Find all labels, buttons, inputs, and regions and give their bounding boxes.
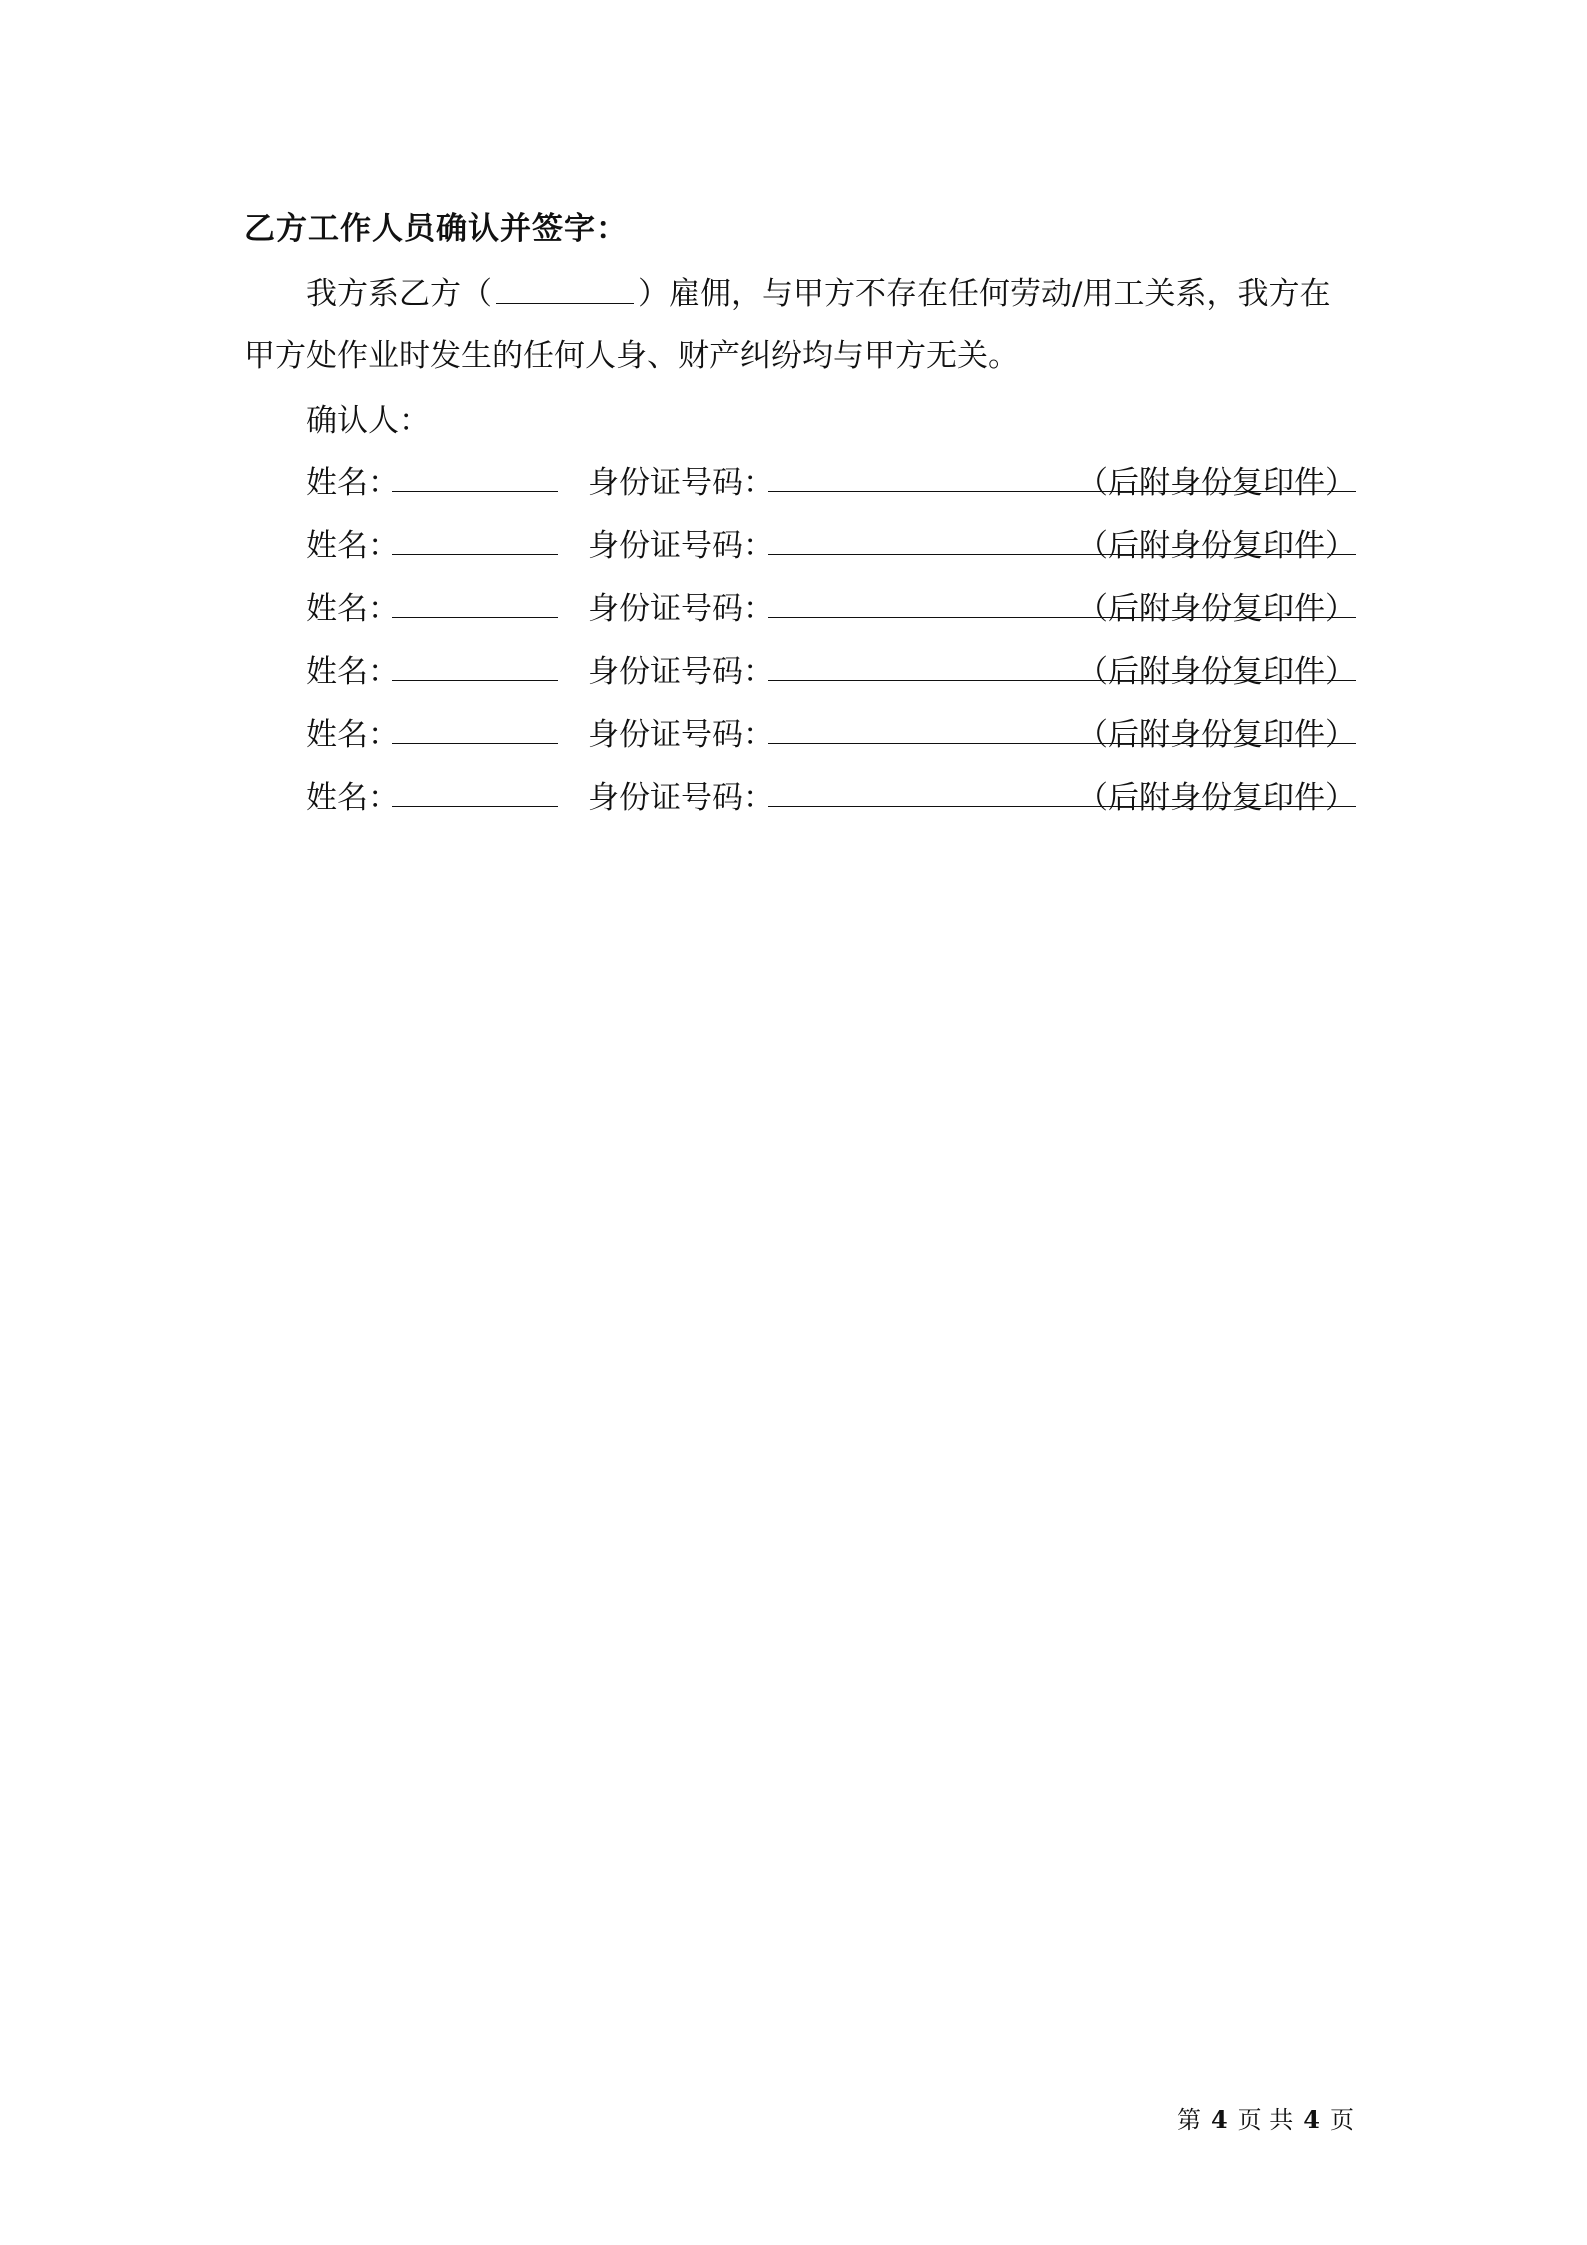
id-number-label: 身份证号码： bbox=[588, 528, 774, 564]
name-label: 姓名： bbox=[306, 654, 399, 690]
name-blank[interactable] bbox=[392, 554, 558, 555]
id-number-label: 身份证号码： bbox=[588, 465, 774, 501]
id-copy-note: （后附身份复印件） bbox=[1077, 717, 1356, 753]
name-label: 姓名： bbox=[306, 780, 399, 816]
name-blank[interactable] bbox=[392, 806, 558, 807]
signature-row bbox=[306, 646, 1356, 690]
section-heading: 乙方工作人员确认并签字： bbox=[244, 211, 628, 247]
signature-row bbox=[306, 772, 1356, 816]
id-number-label: 身份证号码： bbox=[588, 717, 774, 753]
name-label: 姓名： bbox=[306, 717, 399, 753]
id-copy-note: （后附身份复印件） bbox=[1077, 591, 1356, 627]
id-copy-note: （后附身份复印件） bbox=[1077, 465, 1356, 501]
name-label: 姓名： bbox=[306, 465, 399, 501]
signature-row bbox=[306, 457, 1356, 501]
name-blank[interactable] bbox=[392, 617, 558, 618]
signature-row bbox=[306, 583, 1356, 627]
name-blank[interactable] bbox=[392, 491, 558, 492]
signature-row bbox=[306, 709, 1356, 753]
statement-line-2: 甲方处作业时发生的任何人身、财产纠纷均与甲方无关。 bbox=[244, 338, 1019, 374]
page-footer bbox=[1177, 2100, 1354, 2135]
signature-row bbox=[306, 520, 1356, 564]
statement-line-1 bbox=[244, 268, 1354, 313]
confirmer-label: 确认人： bbox=[306, 403, 430, 439]
footer-suffix: 页 bbox=[1330, 2106, 1354, 2134]
current-page-number: 4 bbox=[1210, 2105, 1228, 2134]
id-copy-note: （后附身份复印件） bbox=[1077, 780, 1356, 816]
total-page-number: 4 bbox=[1303, 2105, 1320, 2134]
statement-suffix: ）雇佣，与甲方不存在任何劳动/用工关系，我方在 bbox=[638, 276, 1331, 312]
name-label: 姓名： bbox=[306, 528, 399, 564]
statement-prefix: 我方系乙方（ bbox=[306, 276, 492, 312]
id-copy-note: （后附身份复印件） bbox=[1077, 654, 1356, 690]
id-copy-note: （后附身份复印件） bbox=[1077, 528, 1356, 564]
footer-prefix: 第 bbox=[1176, 2106, 1201, 2134]
id-number-label: 身份证号码： bbox=[588, 591, 774, 627]
name-label: 姓名： bbox=[306, 591, 399, 627]
party-b-blank[interactable] bbox=[496, 275, 634, 304]
id-number-label: 身份证号码： bbox=[588, 780, 774, 816]
name-blank[interactable] bbox=[392, 680, 558, 681]
id-number-label: 身份证号码： bbox=[588, 654, 774, 690]
footer-middle: 页 共 bbox=[1237, 2106, 1294, 2134]
name-blank[interactable] bbox=[392, 743, 558, 744]
